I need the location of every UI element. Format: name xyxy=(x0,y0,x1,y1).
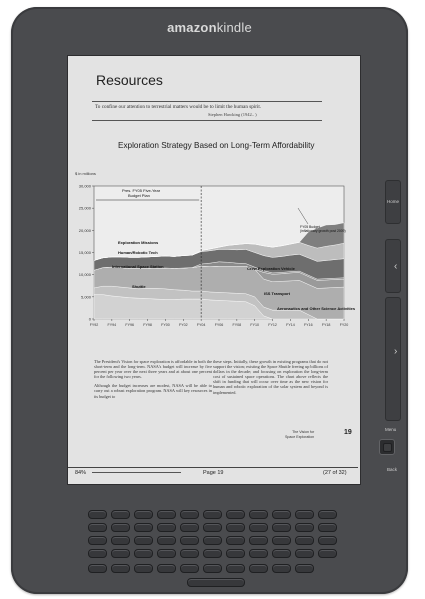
home-label: Home xyxy=(387,199,400,204)
keyboard-key[interactable] xyxy=(157,510,176,519)
keyboard-key[interactable] xyxy=(134,564,153,573)
x-tick-label: FY20 xyxy=(339,323,349,327)
keyboard-key[interactable] xyxy=(88,536,107,545)
y-tick-label: 25,000 xyxy=(78,205,91,211)
annotation-label: Pres. FY05 Five-Year xyxy=(122,188,161,193)
keyboard-key[interactable] xyxy=(272,523,291,532)
keyboard-key[interactable] xyxy=(272,536,291,545)
keyboard-key[interactable] xyxy=(203,564,222,573)
prev-arrow-icon: ‹ xyxy=(394,261,398,272)
keyboard-key[interactable] xyxy=(134,549,153,558)
keyboard-key[interactable] xyxy=(134,536,153,545)
reading-progress-bar xyxy=(92,472,181,476)
body-column-right xyxy=(213,359,328,399)
keyboard-key[interactable] xyxy=(134,523,153,532)
keyboard-key[interactable] xyxy=(295,523,314,532)
keyboard-key[interactable] xyxy=(318,523,337,532)
series-label: Crew Exploration Vehicle xyxy=(247,266,295,271)
title-rule xyxy=(92,101,322,102)
reading-status-bar xyxy=(68,467,358,479)
footer-line: The Vision for xyxy=(292,430,315,434)
x-tick-label: FY98 xyxy=(143,323,152,327)
location-indicator: (27 of 32) xyxy=(323,470,347,476)
brand-logo: amazonkindle xyxy=(167,20,252,35)
annotation-label: Budget Plan xyxy=(128,193,150,198)
keyboard-key[interactable] xyxy=(88,523,107,532)
keyboard-key[interactable] xyxy=(295,536,314,545)
annotation-label: (inflationary growth post 2009) xyxy=(300,229,346,233)
keyboard-key[interactable] xyxy=(111,510,130,519)
keyboard-key[interactable] xyxy=(157,523,176,532)
keyboard-key[interactable] xyxy=(295,549,314,558)
y-tick-label: 30,000 xyxy=(78,183,91,189)
body-paragraph: Although the budget increases are modest, NASA will be able to carry out a robust exploration program. NASA will key resources in its budget to xyxy=(94,383,212,399)
keyboard-key[interactable] xyxy=(249,536,268,545)
keyboard-key[interactable] xyxy=(295,564,314,573)
keyboard-key[interactable] xyxy=(249,523,268,532)
x-tick-label: FY02 xyxy=(178,323,188,327)
x-tick-label: FY12 xyxy=(268,323,277,327)
x-tick-label: FY04 xyxy=(196,323,206,327)
x-tick-label: FY96 xyxy=(125,323,135,327)
footer-page-number: 19 xyxy=(344,429,352,436)
keyboard-key[interactable] xyxy=(203,510,222,519)
keyboard-key[interactable] xyxy=(180,564,199,573)
y-tick-label: 15,000 xyxy=(78,250,91,255)
x-tick-label: FY00 xyxy=(161,323,170,327)
keyboard-key[interactable] xyxy=(318,549,337,558)
keyboard-key[interactable] xyxy=(249,549,268,558)
footer-line: Space Exploration xyxy=(285,434,315,439)
keyboard-key[interactable] xyxy=(318,510,337,519)
series-label: Human/Robotic Tech xyxy=(118,250,158,255)
keyboard-key[interactable] xyxy=(111,564,130,573)
series-label: Aeronautics and Other Science Activities xyxy=(277,306,356,311)
keyboard-key[interactable] xyxy=(272,549,291,558)
quote-rule xyxy=(92,120,322,121)
keyboard-key[interactable] xyxy=(318,536,337,545)
keyboard-key[interactable] xyxy=(226,536,245,545)
epigraph-author: Stephen Hawking (1942– ) xyxy=(208,112,257,117)
running-footer xyxy=(285,430,314,439)
y-tick-label: 20,000 xyxy=(78,227,91,233)
percent-read: 84% xyxy=(75,470,87,476)
annotation-label: FY05 Budget xyxy=(300,225,320,229)
keyboard-key[interactable] xyxy=(226,510,245,519)
chart-title: Exploration Strategy Based on Long-Term Affordability xyxy=(118,141,315,150)
keyboard-key[interactable] xyxy=(203,523,222,532)
x-tick-label: FY14 xyxy=(286,323,295,327)
keyboard-key[interactable] xyxy=(157,549,176,558)
five-way-controller[interactable] xyxy=(379,439,395,455)
body-column-left xyxy=(94,359,212,403)
y-tick-label: 0 xyxy=(88,316,91,322)
keyboard-key[interactable] xyxy=(157,564,176,573)
keyboard-key[interactable] xyxy=(157,536,176,545)
keyboard-key[interactable] xyxy=(226,564,245,573)
page-title: Resources xyxy=(96,72,163,88)
keyboard-key[interactable] xyxy=(111,523,130,532)
page-indicator: Page 19 xyxy=(203,470,224,476)
x-tick-label: FY08 xyxy=(232,323,242,327)
keyboard-key[interactable] xyxy=(88,510,107,519)
keyboard-key[interactable] xyxy=(249,510,268,519)
keyboard-key[interactable] xyxy=(88,549,107,558)
x-tick-label: FY94 xyxy=(107,323,117,327)
status-rule xyxy=(68,467,358,468)
keyboard-key[interactable] xyxy=(180,536,199,545)
keyboard-key[interactable] xyxy=(226,523,245,532)
series-label: ISS Transport xyxy=(264,291,291,296)
x-tick-label: FY18 xyxy=(321,323,331,327)
keyboard-key[interactable] xyxy=(272,564,291,573)
x-tick-label: FY92 xyxy=(89,323,99,327)
series-label: Exploration Missions xyxy=(118,240,159,245)
keyboard-key[interactable] xyxy=(180,523,199,532)
prev-page-button[interactable] xyxy=(385,239,401,293)
exploration-budget-chart xyxy=(72,178,357,346)
keyboard-key[interactable] xyxy=(272,510,291,519)
series-label: Shuttle xyxy=(132,284,146,289)
menu-label: Menu xyxy=(385,427,397,432)
next-arrow-icon: › xyxy=(394,346,398,357)
x-tick-label: FY06 xyxy=(214,323,224,327)
keyboard-key[interactable] xyxy=(134,510,153,519)
x-tick-label: FY16 xyxy=(303,323,313,327)
keyboard-key[interactable] xyxy=(249,564,268,573)
keyboard-key[interactable] xyxy=(295,510,314,519)
keyboard-key[interactable] xyxy=(180,510,199,519)
x-tick-label: FY10 xyxy=(250,323,260,327)
e-ink-screen xyxy=(67,55,361,485)
y-tick-label: 10,000 xyxy=(78,272,91,278)
chart-y-unit: $ in millions xyxy=(75,171,96,176)
body-paragraph: The President's Vision for space exploration is affordable in both the short-term and the long-term. NASA's budget will increase by five percent per year over the next three years and at about one percent for the following two years. xyxy=(94,359,212,380)
series-label: International Space Station xyxy=(112,264,164,269)
back-label: Back xyxy=(387,467,398,472)
keyboard-key[interactable] xyxy=(180,549,199,558)
keyboard-key[interactable] xyxy=(111,536,130,545)
epigraph-quote: To confine our attention to terrestrial matters would be to limit the human spirit. xyxy=(95,104,262,110)
five-way-center[interactable] xyxy=(383,443,392,452)
y-tick-label: 5,000 xyxy=(80,294,91,300)
keyboard-key[interactable] xyxy=(203,549,222,558)
keyboard-key[interactable] xyxy=(88,564,107,573)
keyboard-key[interactable] xyxy=(111,549,130,558)
keyboard-key[interactable] xyxy=(203,536,222,545)
body-paragraph: these steps. Initially, these growth in existing programs that do not support the vision; existing the Space Shuttle freeing up billions of dollars in the decade; and focusing on exploration the long-term cost of sustained space operations. The chart above reflects the shift in funding that will occur over time as the new vision for human and robotic exploration of the solar system and beyond is implemented. xyxy=(213,359,328,395)
keyboard-key[interactable] xyxy=(226,549,245,558)
next-page-button[interactable] xyxy=(385,297,401,421)
space-key[interactable] xyxy=(187,578,245,587)
